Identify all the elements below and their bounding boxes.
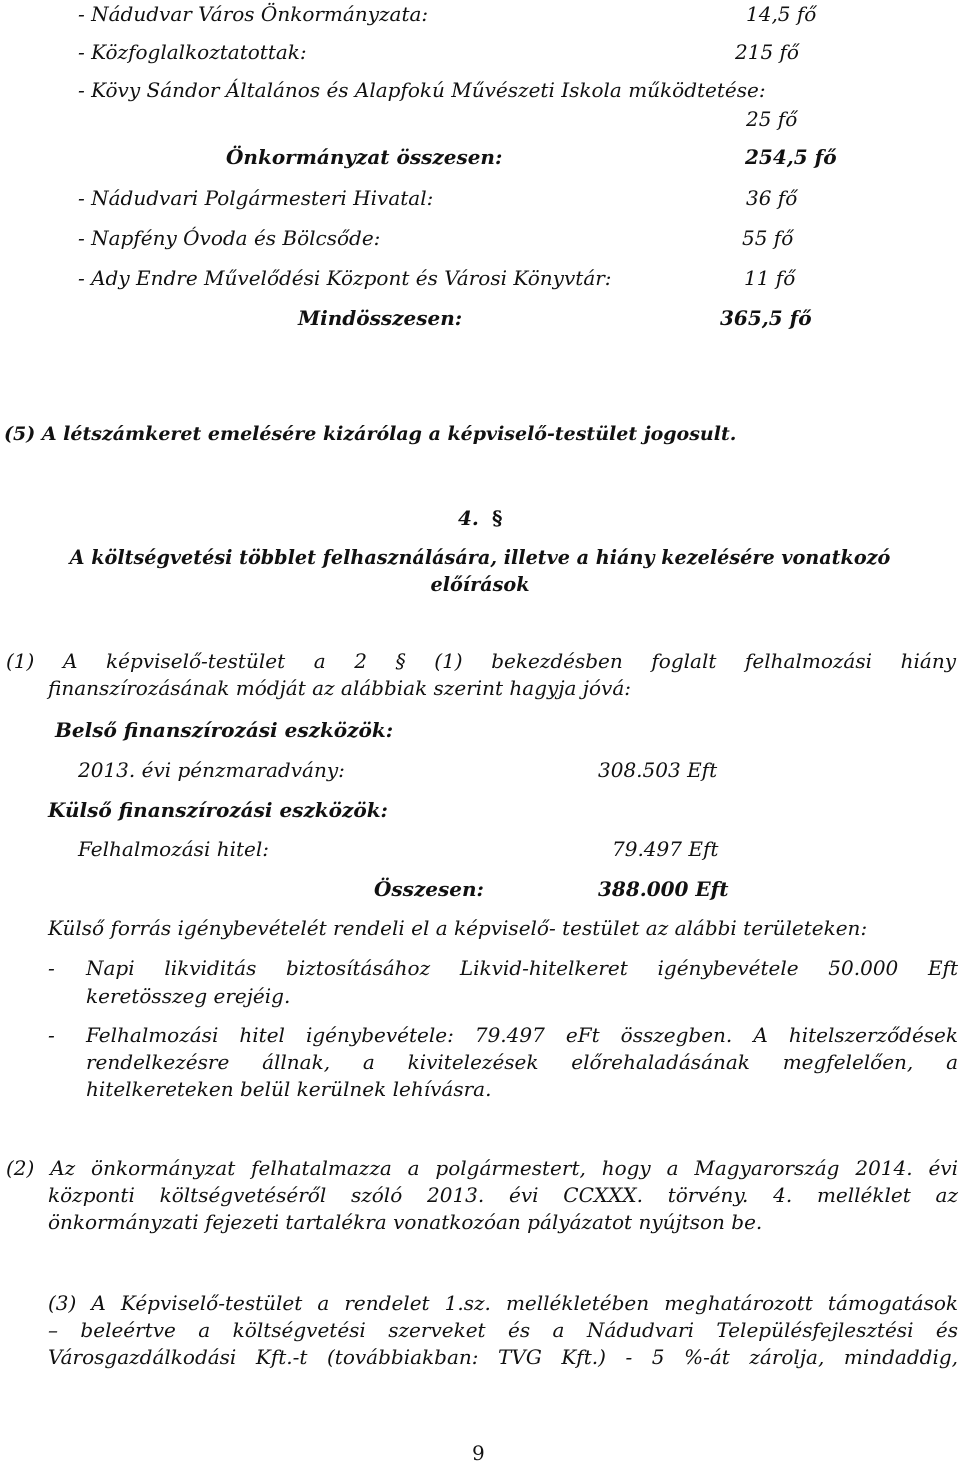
staff-row-value: 215 fő (735, 40, 799, 64)
staff-subtotal-label: Önkormányzat összesen: (226, 145, 503, 169)
staff-row-value: 11 fő (744, 266, 796, 290)
paragraph-3-line: Városgazdálkodási Kft.-t (továbbiakban: TVG Kft.) - 5 %-át zárolja, mindaddig, (48, 1345, 958, 1369)
bullet-line: rendelkezésre állnak, a kivitelezések előrehaladásának megfelelően, a (86, 1050, 958, 1074)
paragraph-2-line: (2) Az önkormányzat felhatalmazza a polgármestert, hogy a Magyarország 2014. évi (6, 1156, 958, 1180)
paragraph-2-line: önkormányzati fejezeti tartalékra vonatkozóan pályázatot nyújtson be. (48, 1210, 763, 1234)
staff-row-label: - Ady Endre Művelődési Központ és Városi Könyvtár: (78, 266, 612, 290)
staff-row-label: - Nádudvari Polgármesteri Hivatal: (78, 186, 434, 210)
section-title-continued: előírások (430, 573, 530, 596)
bullet-line: Felhalmozási hitel igénybevétele: 79.497 eFt összegben. A hitelszerződések (86, 1023, 958, 1047)
internal-finance-label: 2013. évi pénzmaradvány: (78, 758, 345, 782)
bullet-dash: - (48, 956, 55, 980)
bullet-line: Napi likviditás biztosításához Likvid-hitelkeret igénybevétele 50.000 Eft (86, 956, 958, 980)
staff-subtotal-value: 254,5 fő (745, 145, 837, 169)
staff-row-label: - Nádudvar Város Önkormányzata: (78, 2, 429, 26)
staff-row-label: - Napfény Óvoda és Bölcsőde: (78, 226, 381, 250)
staff-row-label: - Kövy Sándor Általános és Alapfokú Művészeti Iskola működtetése: (78, 78, 766, 102)
internal-finance-heading: Belső finanszírozási eszközök: (55, 718, 394, 742)
paragraph-3-line: (3) A Képviselő-testület a rendelet 1.sz. mellékletében meghatározott támogatások (48, 1291, 958, 1315)
paragraph-1-line: finanszírozásának módját az alábbiak szerint hagyja jóvá: (48, 676, 632, 700)
paragraph-2-line: központi költségvetéséről szóló 2013. évi CCXXX. törvény. 4. melléklet az (48, 1183, 958, 1207)
section-sign: § (492, 506, 503, 530)
finance-total-label: Összesen: (374, 877, 484, 901)
internal-finance-value: 308.503 Eft (598, 758, 718, 782)
staff-row-value: 55 fő (742, 226, 794, 250)
staff-row-label: - Közfoglalkoztatottak: (78, 40, 307, 64)
staff-row-value: 36 fő (746, 186, 798, 210)
external-finance-label: Felhalmozási hitel: (78, 837, 269, 861)
staff-total-value: 365,5 fő (720, 306, 812, 330)
external-finance-heading: Külső finanszírozási eszközök: (48, 798, 388, 822)
staff-row-value: 14,5 fő (746, 2, 817, 26)
bullet-line: keretösszeg erejéig. (86, 984, 291, 1008)
section-number: 4. (458, 506, 479, 530)
bullet-line: hitelkereteken belül kerülnek lehívásra. (86, 1077, 492, 1101)
bullet-dash: - (48, 1023, 55, 1047)
staff-row-value: 25 fő (746, 107, 798, 131)
section-title: A költségvetési többlet felhasználására, illetve a hiány kezelésére vonatkozó (69, 546, 891, 569)
staff-total-label: Mindösszesen: (298, 306, 463, 330)
paragraph-1-line: (1) A képviselő-testület a 2 § (1) bekezdésben foglalt felhalmozási hiány (6, 649, 956, 673)
external-finance-value: 79.497 Eft (612, 837, 719, 861)
paragraph-5: (5) A létszámkeret emelésére kizárólag a képviselő-testület jogosult. (4, 423, 737, 445)
paragraph-3-line: – beleértve a költségvetési szerveket és a Nádudvari Településfejlesztési és (48, 1318, 958, 1342)
page-number: 9 (472, 1441, 485, 1465)
external-sources-intro: Külső forrás igénybevételét rendeli el a képviselő- testület az alábbi területeken: (48, 916, 868, 940)
finance-total-value: 388.000 Eft (598, 877, 729, 901)
